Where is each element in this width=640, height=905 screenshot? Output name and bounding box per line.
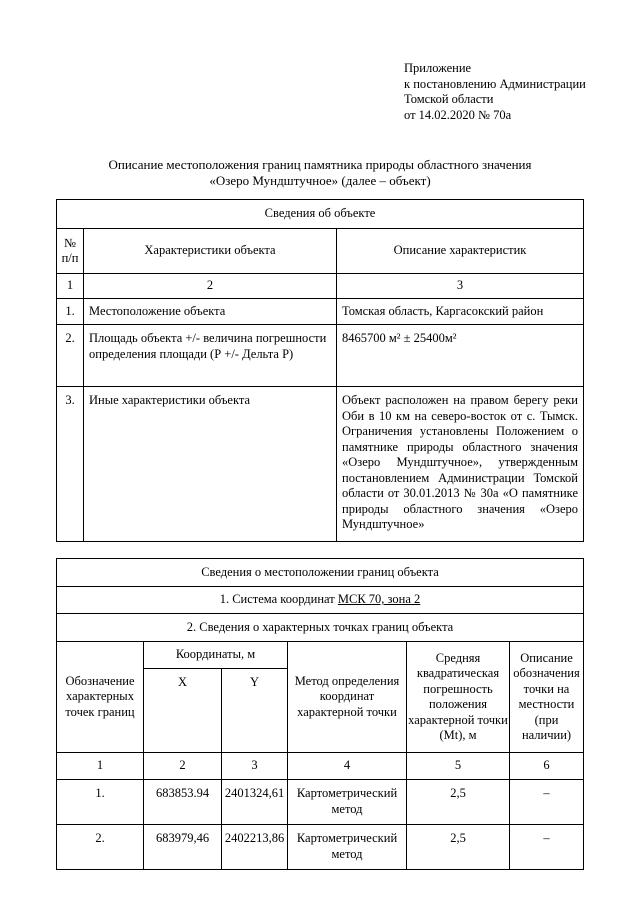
row-num: 3. <box>57 387 84 542</box>
col-index-3: 3 <box>337 274 584 299</box>
row-marker: – <box>510 780 584 825</box>
row-marker: – <box>510 825 584 870</box>
row-error: 2,5 <box>407 825 510 870</box>
row-method: Картометрический метод <box>288 780 407 825</box>
row-description: Объект расположен на правом берегу реки Оби в 10 км на северо-восток от с. Тымск. Ограничения установлены Положением о памятнике природы областного значения «Озеро Мундштучное», утвержденным постановлением Администрации Томской области от 30.01.2013 № 30а «О памятнике природы областного значения «Озеро Мундштучное» <box>337 387 584 542</box>
col-index-6: 6 <box>510 753 584 780</box>
col-coords-header: Координаты, м <box>144 642 288 669</box>
row-error: 2,5 <box>407 780 510 825</box>
table-row <box>57 325 584 387</box>
row-y: 2402213,86 <box>222 825 288 870</box>
row-characteristic: Местоположение объекта <box>84 299 337 325</box>
col-index-3: 3 <box>222 753 288 780</box>
row-point: 2. <box>57 825 144 870</box>
appendix-line-1: Приложение <box>404 61 472 75</box>
row-characteristic: Иные характеристики объекта <box>84 387 337 542</box>
table-row <box>57 780 584 825</box>
appendix-line-2: к постановлению Администрации <box>404 76 586 91</box>
row-description: Томская область, Каргасокский район <box>337 299 584 325</box>
table-row <box>57 825 584 870</box>
row-x: 683853.94 <box>144 780 222 825</box>
row-method: Картометрический метод <box>288 825 407 870</box>
appendix-line-3: Томской области <box>404 92 494 107</box>
col-index-1: 1 <box>57 753 144 780</box>
table-row <box>57 299 584 325</box>
row-num: 2. <box>57 325 84 387</box>
row-point: 1. <box>57 780 144 825</box>
col-desc-header: Описание характеристик <box>337 229 584 274</box>
title-line-2: «Озеро Мундштучное» (далее – объект) <box>209 173 431 188</box>
object-info-header: Сведения об объекте <box>57 200 584 229</box>
col-char-header: Характеристики объекта <box>84 229 337 274</box>
col-index-2: 2 <box>144 753 222 780</box>
col-error-header: Средняя квадратическая погрешность положения характерной точки (Мt), м <box>407 642 510 753</box>
row-y: 2401324,61 <box>222 780 288 825</box>
appendix-line-4: от 14.02.2020 № 70а <box>404 107 512 122</box>
col-y-header: Y <box>222 669 288 753</box>
col-index-1: 1 <box>57 274 84 299</box>
appendix-block <box>404 61 586 123</box>
coord-system-value: МСК 70, зона 2 <box>337 592 421 607</box>
col-index-2: 2 <box>84 274 337 299</box>
coord-system-prefix: 1. Система координат <box>219 592 338 607</box>
boundary-info-header: Сведения о местоположении границ объекта <box>57 559 584 587</box>
title-line-1: Описание местоположения границ памятника природы областного значения <box>108 157 532 172</box>
col-x-header: X <box>144 669 222 753</box>
coord-system <box>57 587 584 614</box>
col-index-5: 5 <box>407 753 510 780</box>
row-characteristic: Площадь объекта +/- величина погрешности определения площади (Р +/- Дельта Р) <box>84 325 337 387</box>
col-num-header: № п/п <box>57 229 84 274</box>
table-row <box>57 387 584 542</box>
col-marker-header: Описание обозначения точки на местности (при наличии) <box>510 642 584 753</box>
document-title <box>56 157 584 189</box>
points-header: 2. Сведения о характерных точках границ объекта <box>57 614 584 642</box>
object-info-table <box>56 199 584 542</box>
col-point-header: Обозначение характерных точек границ <box>57 642 144 753</box>
row-x: 683979,46 <box>144 825 222 870</box>
col-method-header: Метод определения координат характерной точки <box>288 642 407 753</box>
boundary-info-table <box>56 558 584 870</box>
row-description: 8465700 м² ± 25400м² <box>337 325 584 387</box>
col-index-4: 4 <box>288 753 407 780</box>
row-num: 1. <box>57 299 84 325</box>
